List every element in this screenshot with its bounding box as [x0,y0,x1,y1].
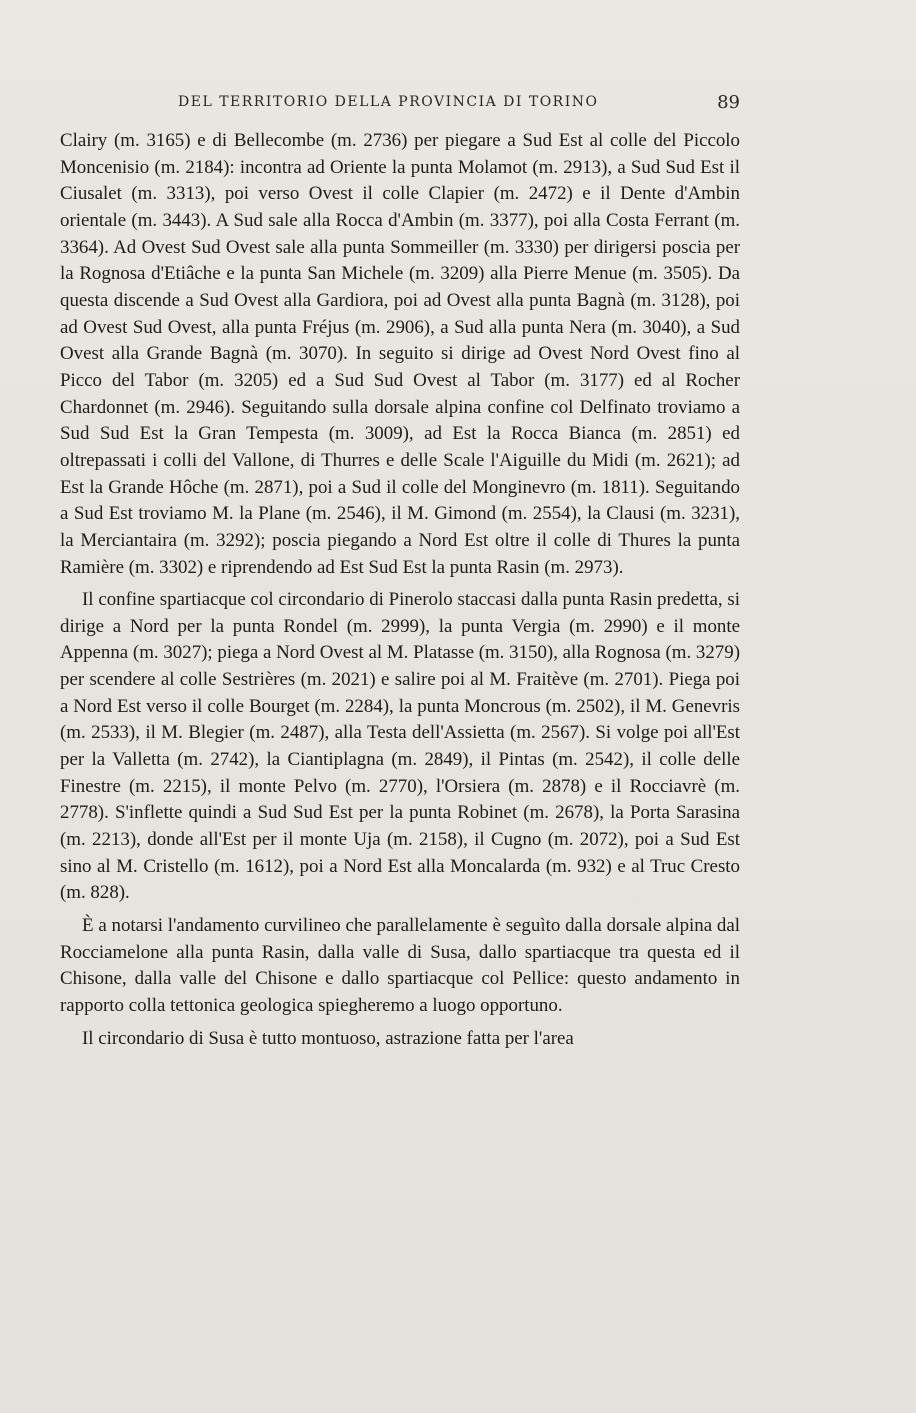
paragraph-confine-pinerolo: Il confine spartiacque col circondario di Pinerolo staccasi dalla punta Rasin predetta, si dirige a Nord per la punta Rondel (m. 2999), la punta Vergia (m. 2990) e il monte Appenna (m. 3027); piega a Nord Ovest al M. Platasse (m. 3150), alla Rognosa (m. 3279) per scendere al colle Sestrières (m. 2021) e salire poi al M. Fraitève (m. 2701). Piega poi a Nord Est verso il colle Bourget (m. 2284), la punta Moncrous (m. 2502), il M. Genevris (m. 2533), il M. Blegier (m. 2487), alla Testa dell'Assietta (m. 2567). Si volge poi all'Est per la Valletta (m. 2742), la Ciantiplagna (m. 2849), il Pintas (m. 2542), il colle delle Finestre (m. 2215), il monte Pelvo (m. 2770), l'Orsiera (m. 2878) e il Rocciavrè (m. 2778). S'inflette quindi a Sud Sud Est per la punta Robinet (m. 2678), la Porta Sarasina (m. 2213), donde all'Est per il monte Uja (m. 2158), il Cugno (m. 2072), poi a Sud Est sino al M. Cristello (m. 1612), poi a Nord Est alla Moncalarda (m. 932) e al Truc Cresto (m. 828). [60,589,740,904]
paragraph-circondario-susa: Il circondario di Susa è tutto montuoso, astrazione fatta per l'area [82,1027,574,1049]
page-number: 89 [717,92,740,113]
paragraph-continuation: Clairy (m. 3165) e di Bellecombe (m. 2736) per piegare a Sud Est al colle del Piccolo Moncenisio (m. 2184): incontra ad Oriente la punta Molamot (m. 2913), a Sud Sud Est il Ciusalet (m. 3313), poi verso Ovest il colle Clapier (m. 2472) e il Dente d'Ambin orientale (m. 3443). A Sud sale alla Rocca d'Ambin (m. 3377), poi alla Costa Ferrant (m. 3364). Ad Ovest Sud Ovest sale alla punta Sommeiller (m. 3330) per dirigersi poscia per la Rognosa d'Etiâche e la punta San Michele (m. 3209) alla Pierre Menue (m. 3505). Da questa discende a Sud Ovest alla Gardiora, poi ad Ovest alla punta Bagnà (m. 3128), poi ad Ovest Sud Ovest, alla punta Fréjus (m. 2906), a Sud alla punta Nera (m. 3040), a Sud Ovest alla Grande Bagnà (m. 3070). In seguito si dirige ad Ovest Nord Ovest fino al Picco del Tabor (m. 3205) ed a Sud Sud Ovest al Tabor (m. 3177) ed al Rocher Chardonnet (m. 2946). Seguitando sulla dorsale alpina confine col Delfinato troviamo a Sud Sud Est la Gran Tempesta (m. 3009), ad Est la Rocca Bianca (m. 2851) ed oltrepassati i colli del Vallone, di Thurres e delle Scale l'Aiguille du Midi (m. 2621); ad Est la Grande Hôche (m. 2871), poi a Sud il colle del Monginevro (m. 1811). Seguitando a Sud Est troviamo M. la Plane (m. 2546), il M. Gimond (m. 2554), la Clausi (m. 3231), la Merciantaira (m. 3292); poscia piegando a Nord Est oltre il colle di Thures la punta Ramière (m. 3302) e riprendendo ad Est Sud Est la punta Rasin (m. 2973). [60,130,740,578]
page-header [60,94,740,118]
body-text [60,128,740,1052]
running-title: DEL TERRITORIO DELLA PROVINCIA DI TORINO [178,94,599,110]
paragraph-andamento-curvilineo: È a notarsi l'andamento curvilineo che parallelamente è seguìto dalla dorsale alpina dal Rocciamelone alla punta Rasin, dalla valle di Susa, dallo spartiacque tra questa ed il Chisone, dalla valle del Chisone e dallo spartiacque col Pellice: questo andamento in rapporto colla tettonica geologica spiegheremo a luogo opportuno. [60,915,740,1016]
